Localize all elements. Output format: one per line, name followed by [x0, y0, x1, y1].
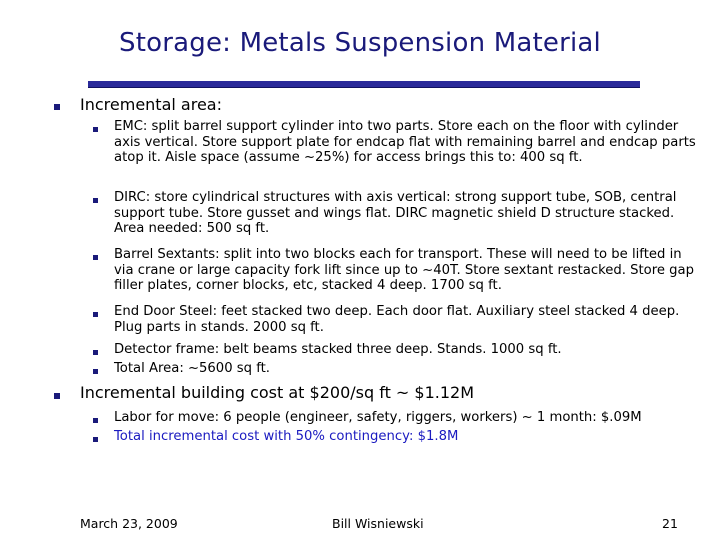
- bullet: [93, 437, 98, 442]
- bullet: [93, 418, 98, 423]
- list-item: End Door Steel: feet stacked two deep. Each door flat. Auxiliary steel stacked 4 deep. Plug parts in stands. 2000 sq ft.: [114, 304, 680, 335]
- footer-author: Bill Wisniewski: [332, 516, 424, 531]
- footer-date: March 23, 2009: [80, 516, 178, 531]
- list-item: Detector frame: belt beams stacked three deep. Stands. 1000 sq ft.: [114, 342, 562, 357]
- list-item: DIRC: store cylindrical structures with axis vertical: strong support tube, SOB, central support tube. Store gusset and wings flat. DIRC magnetic shield D structure stacked. Area needed: 500 sq ft.: [114, 190, 677, 237]
- section-heading: Incremental building cost at $200/sq ft ~ $1.12M: [80, 383, 475, 402]
- list-item: Total Area: ~5600 sq ft.: [114, 361, 270, 376]
- bullet: [93, 369, 98, 374]
- title-underline: [88, 81, 640, 88]
- bullet: [93, 255, 98, 260]
- list-item: Labor for move: 6 people (engineer, safety, riggers, workers) ~ 1 month: $.09M: [114, 410, 642, 425]
- section-heading: Incremental area:: [80, 95, 222, 114]
- list-item: EMC: split barrel support cylinder into two parts. Store each on the floor with cylinder axis vertical. Store support plate for endcap flat with remaining barrel and endcap parts atop it. Aisle space (assume ~25%) for access brings this to: 400 sq ft.: [114, 119, 696, 166]
- bullet: [93, 127, 98, 132]
- bullet: [93, 312, 98, 317]
- section-bullet: [54, 393, 60, 399]
- page-number: 21: [662, 516, 678, 531]
- list-item: Total incremental cost with 50% contingency: $1.8M: [114, 429, 459, 444]
- bullet: [93, 198, 98, 203]
- bullet: [93, 350, 98, 355]
- section-bullet: [54, 104, 60, 110]
- slide-title: Storage: Metals Suspension Material: [119, 28, 601, 58]
- list-item: Barrel Sextants: split into two blocks each for transport. These will need to be lifted in via crane or large capacity fork lift since up to ~40T. Store sextant restacked. Store gap filler plates, corner blocks, etc, stacked 4 deep. 1700 sq ft.: [114, 247, 694, 294]
